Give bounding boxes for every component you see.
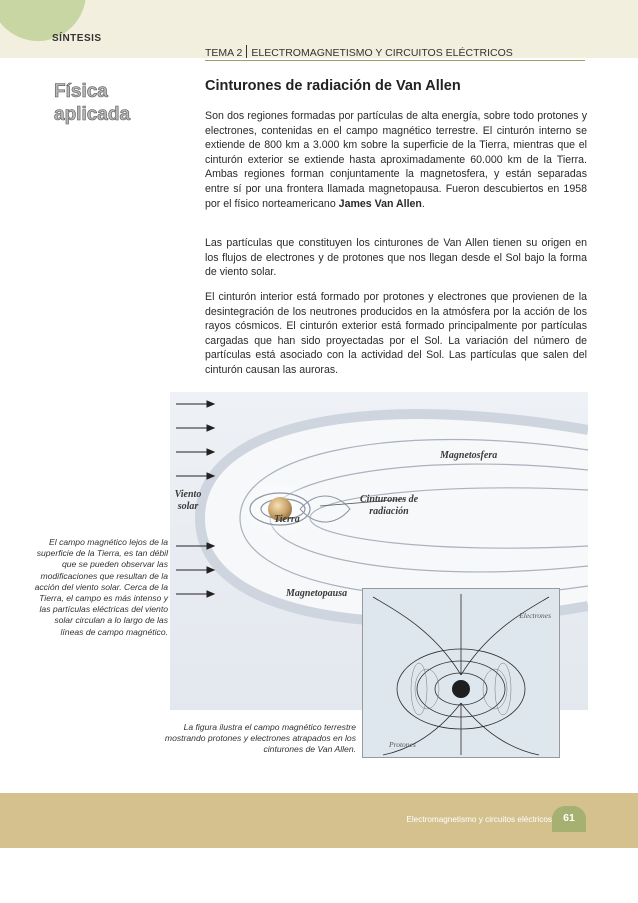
sidebar-title-line1: Física — [54, 81, 108, 102]
label-cinturones: Cinturones de radiación — [359, 494, 419, 517]
label-viento-solar: Viento solar — [174, 489, 202, 512]
subject-label: ELECTROMAGNETISMO Y CIRCUITOS ELÉCTRICOS — [251, 47, 513, 59]
footer-book-title: Electromagnetismo y circuitos eléctricos — [406, 815, 552, 824]
paragraph-2: Las partículas que constituyen los cinturones de Van Allen tienen su origen en los flujos de electrones y de protones que nos llegan desde el Sol bajo la forma de viento solar. — [205, 237, 587, 279]
wind-arrow-head — [207, 401, 214, 407]
paragraph-3: El cinturón interior está formado por protones y electrones que provienen de la desintegración de los neutrones producidos en la atmósfera por la acción de los rayos cósmicos. El cinturón exterior está formado principalmente por partículas cargadas que han sido proyectadas por el Sol. La variación del número de partículas está asociado con la actividad del Sol. Las partículas que salen del cinturón causan las auroras. — [205, 291, 587, 376]
page-number: 61 — [563, 812, 575, 824]
figure-caption: La figura ilustra el campo magnético terrestre mostrando protones y electrones atrapados en los cinturones de Van Allen. — [164, 722, 356, 755]
paragraph-1-end: . — [421, 197, 425, 210]
field-lines-inset — [362, 588, 560, 758]
label-magnetopausa: Magnetopausa — [286, 588, 348, 599]
sidebar-title — [54, 80, 130, 126]
header-rule — [205, 60, 585, 61]
article-heading: Cinturones de radiación de Van Allen — [205, 78, 461, 94]
wind-arrow-head — [207, 591, 214, 597]
chapter-header — [205, 45, 513, 59]
paragraph-1 — [205, 109, 587, 211]
wind-arrow-head — [207, 449, 214, 455]
scientist-name: James Van Allen — [338, 197, 422, 210]
inset-label-electrones: Electrones — [519, 611, 551, 620]
label-tierra: Tierra — [274, 514, 300, 525]
section-label: SÍNTESIS — [52, 33, 102, 44]
earth-dot — [452, 680, 470, 698]
paragraph-1-text: Son dos regiones formadas por partículas de alta energía, sobre todo protones y electrones, contenidas en el campo magnético terrestre. El cinturón interno se extiende de 800 km a 3.000 km sobre la superficie de la Tierra, mientras que el cinturón exterior se extiende hasta aproximadamente 60.000 km de la Tierra. Ambas regiones forman conjuntamente la magnetosfera, y están separadas entre sí por una frontera llamada magnetopausa. Fueron descubiertos en 1958 por el físico norteamericano — [205, 110, 587, 210]
wind-arrow-head — [207, 425, 214, 431]
sidebar-title-line2: aplicada — [54, 104, 131, 125]
wind-arrow-head — [207, 567, 214, 573]
label-magnetosfera: Magnetosfera — [440, 450, 498, 461]
left-caption: El campo magnético lejos de la superficie de la Tierra, es tan débil que se pueden observar las modificaciones que resultan de la acción del viento solar. Cerca de la Tierra, el campo es más intenso y las partículas eléctricas del viento solar circulan a lo largo de las líneas de campo magnético. — [34, 537, 168, 637]
header-divider — [246, 45, 247, 58]
tema-label: TEMA 2 — [205, 47, 243, 59]
inset-label-protones: Protones — [389, 740, 416, 749]
